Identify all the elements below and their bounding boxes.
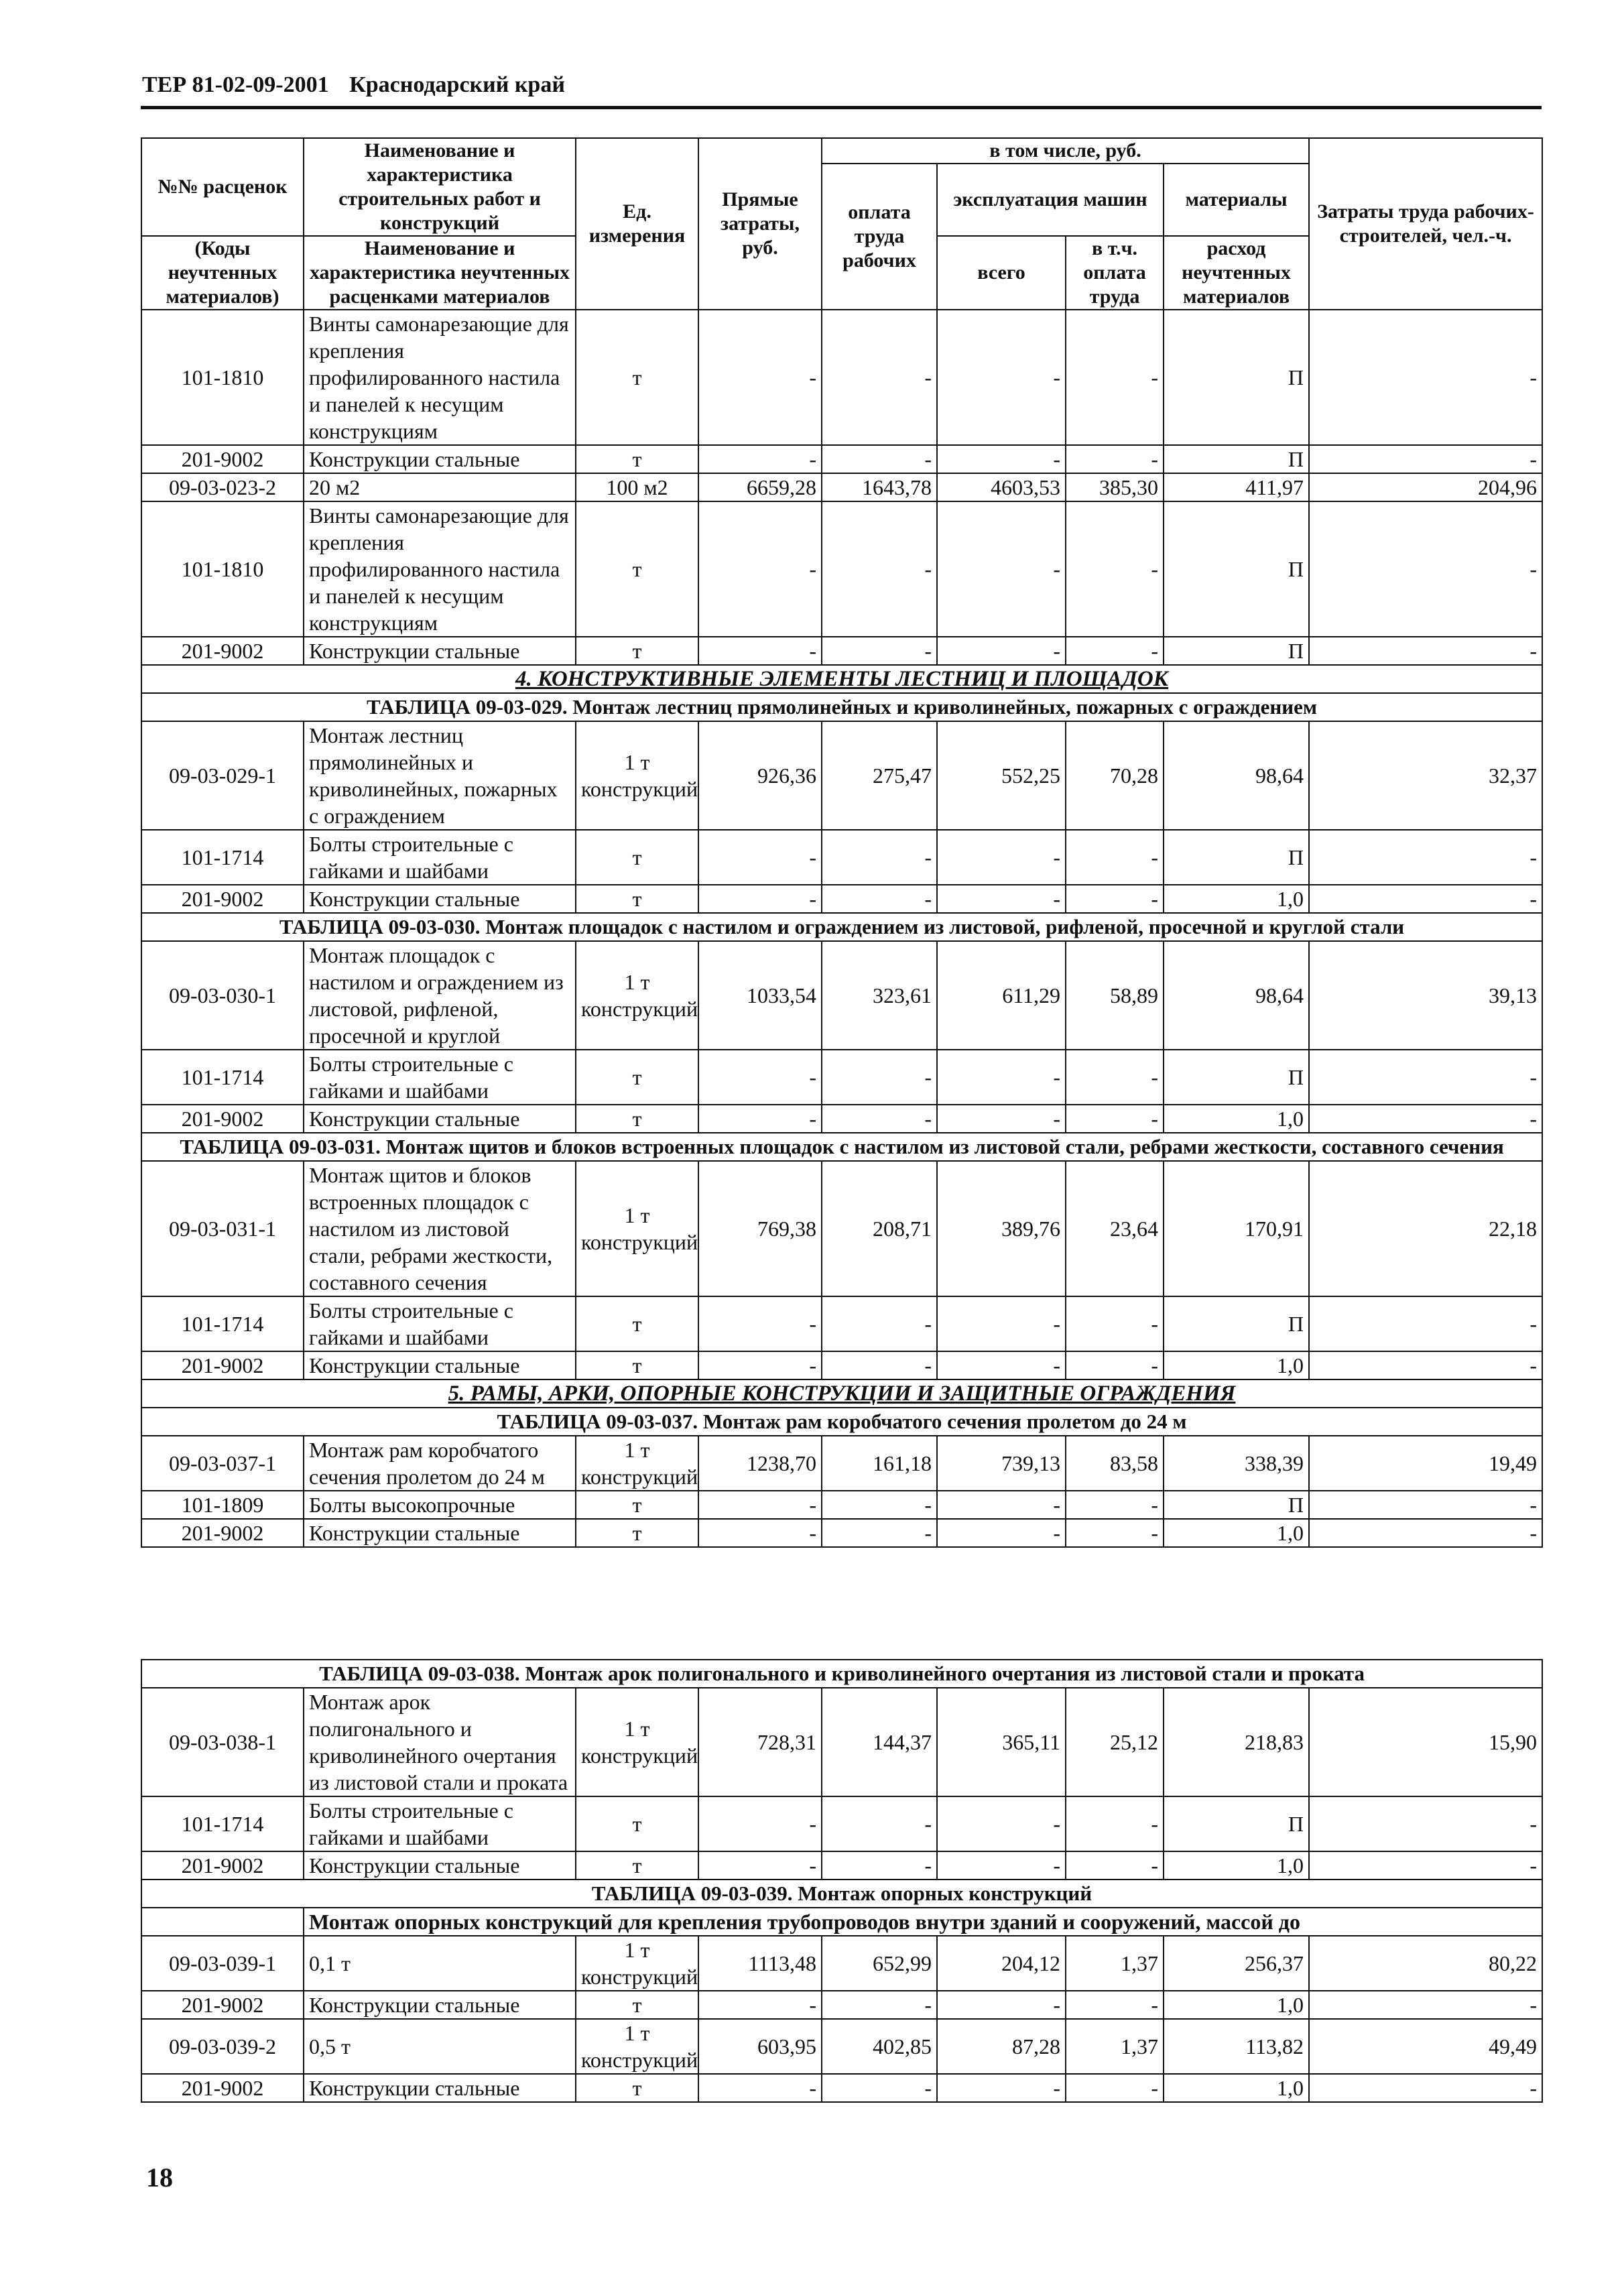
table-row — [141, 1688, 1542, 1796]
rate-name: Конструкции стальные — [304, 1105, 576, 1133]
rate-unit: 1 т конструкций — [576, 1688, 698, 1796]
rate-code: 101-1714 — [141, 1050, 304, 1105]
rate-name: Конструкции стальные — [304, 445, 576, 473]
direct-cost: 769,38 — [698, 1161, 822, 1296]
labor-pay: - — [822, 1519, 937, 1547]
material-cost: 113,82 — [1164, 2019, 1309, 2074]
labor-hours: 49,49 — [1309, 2019, 1542, 2074]
machine-labor-pay: - — [1066, 637, 1164, 665]
machine-labor-pay: - — [1066, 1991, 1164, 2019]
material-cost: 1,0 — [1164, 1991, 1309, 2019]
machine-labor-pay: - — [1066, 1491, 1164, 1519]
material-cost: П — [1164, 830, 1309, 885]
direct-cost: - — [698, 1491, 822, 1519]
labor-hours: - — [1309, 1105, 1542, 1133]
table-031-title: ТАБЛИЦА 09-03-031. Монтаж щитов и блоков встроенных площадок с настилом из листовой стали, ребрами жесткости, составного сечения — [141, 1133, 1542, 1161]
machine-labor-pay: 25,12 — [1066, 1688, 1164, 1796]
machine-labor-pay: 83,58 — [1066, 1436, 1164, 1491]
table-039-title: ТАБЛИЦА 09-03-039. Монтаж опорных конструкций — [141, 1880, 1542, 1908]
rate-name: Конструкции стальные — [304, 1991, 576, 2019]
direct-cost: 603,95 — [698, 2019, 822, 2074]
machine-cost: - — [937, 830, 1066, 885]
table-030-rows — [141, 941, 1542, 1133]
table-row — [141, 1936, 1542, 1991]
machine-labor-pay: - — [1066, 1851, 1164, 1880]
labor-pay: 652,99 — [822, 1936, 937, 1991]
rate-unit: 1 т конструкций — [576, 1436, 698, 1491]
machine-labor-pay: - — [1066, 1296, 1164, 1351]
header-rule — [141, 106, 1542, 109]
machine-labor-pay: - — [1066, 1050, 1164, 1105]
labor-pay: 144,37 — [822, 1688, 937, 1796]
direct-cost: - — [698, 1351, 822, 1379]
material-cost: 98,64 — [1164, 721, 1309, 830]
machine-labor-pay: - — [1066, 1351, 1164, 1379]
rate-code: 201-9002 — [141, 1519, 304, 1547]
table-row — [141, 721, 1542, 830]
machine-labor-pay: - — [1066, 310, 1164, 445]
rate-unit: т — [576, 1991, 698, 2019]
rate-code: 101-1810 — [141, 310, 304, 445]
labor-hours: - — [1309, 1519, 1542, 1547]
machine-labor-pay: 23,64 — [1066, 1161, 1164, 1296]
labor-hours: - — [1309, 310, 1542, 445]
table-row — [141, 1296, 1542, 1351]
machine-labor-pay: - — [1066, 501, 1164, 637]
rate-unit: т — [576, 1796, 698, 1851]
direct-cost: - — [698, 1991, 822, 2019]
rate-code: 09-03-038-1 — [141, 1688, 304, 1796]
rate-unit: т — [576, 445, 698, 473]
machine-cost: 739,13 — [937, 1436, 1066, 1491]
labor-pay: - — [822, 1296, 937, 1351]
table-038-title: ТАБЛИЦА 09-03-038. Монтаж арок полигонального и криволинейного очертания из листовой стали и проката — [141, 1660, 1542, 1688]
rate-unit: 1 т конструкций — [576, 2019, 698, 2074]
machine-cost: - — [937, 2074, 1066, 2102]
rate-name: Конструкции стальные — [304, 885, 576, 913]
labor-pay: - — [822, 885, 937, 913]
col-machines: эксплуатация машин — [937, 164, 1164, 236]
machine-labor-pay: 1,37 — [1066, 1936, 1164, 1991]
direct-cost: - — [698, 1851, 822, 1880]
machine-labor-pay: 70,28 — [1066, 721, 1164, 830]
rate-name: Монтаж щитов и блоков встроенных площадок с настилом из листовой стали, ребрами жесткости, составного сечения — [304, 1161, 576, 1296]
labor-pay: 208,71 — [822, 1161, 937, 1296]
rate-name: Болты строительные с гайками и шайбами — [304, 1050, 576, 1105]
material-cost: 1,0 — [1164, 1519, 1309, 1547]
machine-labor-pay: 58,89 — [1066, 941, 1164, 1050]
labor-hours: - — [1309, 885, 1542, 913]
table-row — [141, 310, 1542, 445]
rate-code: 101-1714 — [141, 1296, 304, 1351]
material-cost: П — [1164, 1296, 1309, 1351]
labor-pay: - — [822, 501, 937, 637]
direct-cost: 1113,48 — [698, 1936, 822, 1991]
labor-hours: 80,22 — [1309, 1936, 1542, 1991]
table-row — [141, 1796, 1542, 1851]
table-row — [141, 445, 1542, 473]
direct-cost: - — [698, 501, 822, 637]
machine-cost: 87,28 — [937, 2019, 1066, 2074]
machine-cost: - — [937, 637, 1066, 665]
machine-cost: - — [937, 1851, 1066, 1880]
labor-pay: - — [822, 2074, 937, 2102]
direct-cost: - — [698, 637, 822, 665]
machine-labor-pay: - — [1066, 2074, 1164, 2102]
rate-code: 09-03-030-1 — [141, 941, 304, 1050]
labor-pay: - — [822, 1991, 937, 2019]
rate-unit: т — [576, 1296, 698, 1351]
machine-labor-pay: - — [1066, 885, 1164, 913]
labor-pay: 1643,78 — [822, 473, 937, 501]
rate-code: 09-03-039-2 — [141, 2019, 304, 2074]
col-including: в том числе, руб. — [822, 138, 1309, 164]
table-row — [141, 473, 1542, 501]
rate-unit: 100 м2 — [576, 473, 698, 501]
table-row — [141, 2019, 1542, 2074]
labor-pay: - — [822, 1105, 937, 1133]
page-number: 18 — [146, 2162, 173, 2193]
rate-unit: 1 т конструкций — [576, 721, 698, 830]
material-cost: 256,37 — [1164, 1936, 1309, 1991]
table-039-subtitle: Монтаж опорных конструкций для крепления трубопроводов внутри зданий и сооружений, массой до — [304, 1908, 1542, 1936]
rate-name: Монтаж арок полигонального и криволинейного очертания из листовой стали и проката — [304, 1688, 576, 1796]
rate-name: Болты высокопрочные — [304, 1491, 576, 1519]
machine-labor-pay: - — [1066, 830, 1164, 885]
rate-name: 0,5 т — [304, 2019, 576, 2074]
rate-code: 101-1810 — [141, 501, 304, 637]
table-row — [141, 1105, 1542, 1133]
machine-cost: - — [937, 1519, 1066, 1547]
material-cost: П — [1164, 310, 1309, 445]
rate-name: Винты самонарезающие для крепления профилированного настила и панелей к несущим конструкциям — [304, 501, 576, 637]
machine-labor-pay: 385,30 — [1066, 473, 1164, 501]
rate-code: 09-03-039-1 — [141, 1936, 304, 1991]
direct-cost: - — [698, 1519, 822, 1547]
rate-unit: т — [576, 1105, 698, 1133]
rate-name: Конструкции стальные — [304, 1351, 576, 1379]
rate-code: 101-1714 — [141, 830, 304, 885]
table-row — [141, 1519, 1542, 1547]
rate-unit: 1 т конструкций — [576, 1161, 698, 1296]
machine-cost: - — [937, 501, 1066, 637]
material-cost: П — [1164, 445, 1309, 473]
table-row — [141, 2074, 1542, 2102]
rate-name: Винты самонарезающие для крепления профилированного настила и панелей к несущим конструкциям — [304, 310, 576, 445]
rate-code: 201-9002 — [141, 1105, 304, 1133]
block1-rows — [141, 310, 1542, 665]
rate-name: Конструкции стальные — [304, 1851, 576, 1880]
rate-code: 201-9002 — [141, 2074, 304, 2102]
table-row — [141, 1351, 1542, 1379]
labor-hours: - — [1309, 637, 1542, 665]
labor-hours: - — [1309, 1851, 1542, 1880]
material-cost: П — [1164, 637, 1309, 665]
direct-cost: - — [698, 885, 822, 913]
rate-code: 09-03-037-1 — [141, 1436, 304, 1491]
table-row — [141, 1991, 1542, 2019]
section-4-title: 4. КОНСТРУКТИВНЫЕ ЭЛЕМЕНТЫ ЛЕСТНИЦ И ПЛОЩАДОК — [141, 665, 1542, 693]
rate-code: 201-9002 — [141, 637, 304, 665]
labor-hours: - — [1309, 501, 1542, 637]
labor-hours: - — [1309, 1991, 1542, 2019]
material-cost: П — [1164, 1796, 1309, 1851]
labor-hours: - — [1309, 1296, 1542, 1351]
rate-name: Болты строительные с гайками и шайбами — [304, 1296, 576, 1351]
labor-hours: 32,37 — [1309, 721, 1542, 830]
continuation-table — [141, 1659, 1543, 2103]
direct-cost: - — [698, 445, 822, 473]
table-037-title: ТАБЛИЦА 09-03-037. Монтаж рам коробчатого сечения пролетом до 24 м — [141, 1408, 1542, 1436]
material-cost: 218,83 — [1164, 1688, 1309, 1796]
machine-cost: - — [937, 310, 1066, 445]
labor-pay: - — [822, 445, 937, 473]
table-row — [141, 1050, 1542, 1105]
rate-code: 201-9002 — [141, 1991, 304, 2019]
table-row — [141, 1851, 1542, 1880]
machine-cost: 365,11 — [937, 1688, 1066, 1796]
rate-name: Болты строительные с гайками и шайбами — [304, 830, 576, 885]
table-row — [141, 501, 1542, 637]
table-031-rows — [141, 1161, 1542, 1379]
labor-pay: - — [822, 637, 937, 665]
machine-cost: 552,25 — [937, 721, 1066, 830]
machine-cost: - — [937, 1296, 1066, 1351]
page-header — [142, 72, 580, 98]
labor-pay: - — [822, 1851, 937, 1880]
rate-name: Монтаж рам коробчатого сечения пролетом до 24 м — [304, 1436, 576, 1491]
labor-hours: 22,18 — [1309, 1161, 1542, 1296]
table-row — [141, 1436, 1542, 1491]
labor-hours: - — [1309, 2074, 1542, 2102]
doc-code: ТЕР 81-02-09-2001 — [142, 72, 329, 97]
machine-cost: 4603,53 — [937, 473, 1066, 501]
rate-code: 201-9002 — [141, 1851, 304, 1880]
rate-unit: т — [576, 2074, 698, 2102]
direct-cost: 728,31 — [698, 1688, 822, 1796]
rate-unit: т — [576, 1351, 698, 1379]
section-5-title: 5. РАМЫ, АРКИ, ОПОРНЫЕ КОНСТРУКЦИИ И ЗАЩИТНЫЕ ОГРАЖДЕНИЯ — [141, 1379, 1542, 1408]
rate-code: 101-1714 — [141, 1796, 304, 1851]
labor-hours: 19,49 — [1309, 1436, 1542, 1491]
rate-name: Конструкции стальные — [304, 637, 576, 665]
rate-code: 201-9002 — [141, 885, 304, 913]
rate-unit: т — [576, 885, 698, 913]
rate-code: 09-03-029-1 — [141, 721, 304, 830]
machine-cost: 611,29 — [937, 941, 1066, 1050]
rate-code: 09-03-031-1 — [141, 1161, 304, 1296]
col-labor: Затраты труда рабочих-строителей, чел.-ч. — [1309, 138, 1542, 310]
rate-name: Монтаж лестниц прямолинейных и криволинейных, пожарных с ограждением — [304, 721, 576, 830]
labor-hours: - — [1309, 1050, 1542, 1105]
machine-cost: - — [937, 885, 1066, 913]
rate-unit: 1 т конструкций — [576, 1936, 698, 1991]
material-cost: 338,39 — [1164, 1436, 1309, 1491]
machine-cost: - — [937, 1796, 1066, 1851]
table-row — [141, 637, 1542, 665]
material-cost: 1,0 — [1164, 1105, 1309, 1133]
rate-unit: т — [576, 830, 698, 885]
rate-name: Конструкции стальные — [304, 1519, 576, 1547]
machine-cost: - — [937, 1491, 1066, 1519]
col-machines-pay: в т.ч. оплата труда — [1066, 236, 1164, 310]
machine-cost: 204,12 — [937, 1936, 1066, 1991]
rate-unit: т — [576, 637, 698, 665]
machine-labor-pay: - — [1066, 1796, 1164, 1851]
material-cost: П — [1164, 1491, 1309, 1519]
material-cost: П — [1164, 501, 1309, 637]
labor-hours: - — [1309, 1796, 1542, 1851]
labor-hours: 204,96 — [1309, 473, 1542, 501]
rate-unit: 1 т конструкций — [576, 941, 698, 1050]
col-materials-use: расход неучтенных материалов — [1164, 236, 1309, 310]
material-cost: 1,0 — [1164, 1851, 1309, 1880]
material-cost: П — [1164, 1050, 1309, 1105]
labor-pay: - — [822, 830, 937, 885]
col-code-bottom: (Коды неучтенных материалов) — [141, 236, 304, 310]
material-cost: 98,64 — [1164, 941, 1309, 1050]
rate-name: Монтаж площадок с настилом и ограждением из листовой, рифленой, просечной и круглой — [304, 941, 576, 1050]
rate-name: Болты строительные с гайками и шайбами — [304, 1796, 576, 1851]
labor-hours: - — [1309, 445, 1542, 473]
direct-cost: - — [698, 1796, 822, 1851]
col-materials: материалы — [1164, 164, 1309, 236]
direct-cost: - — [698, 1105, 822, 1133]
machine-cost: - — [937, 1105, 1066, 1133]
direct-cost: 1033,54 — [698, 941, 822, 1050]
material-cost: 170,91 — [1164, 1161, 1309, 1296]
col-machines-total: всего — [937, 236, 1066, 310]
rate-name: 0,1 т — [304, 1936, 576, 1991]
table-row — [141, 830, 1542, 885]
rate-unit: т — [576, 310, 698, 445]
rate-code: 201-9002 — [141, 445, 304, 473]
rate-unit: т — [576, 1050, 698, 1105]
material-cost: 1,0 — [1164, 1351, 1309, 1379]
col-direct: Прямые затраты, руб. — [698, 138, 822, 310]
table-037-rows — [141, 1436, 1542, 1547]
machine-cost: 389,76 — [937, 1161, 1066, 1296]
rate-unit: т — [576, 501, 698, 637]
direct-cost: 1238,70 — [698, 1436, 822, 1491]
rate-code: 201-9002 — [141, 1351, 304, 1379]
labor-hours: 39,13 — [1309, 941, 1542, 1050]
table-038-rows — [141, 1688, 1542, 1880]
col-name-top: Наименование и характеристика строительных работ и конструкций — [304, 138, 576, 236]
table-row — [141, 1161, 1542, 1296]
direct-cost: 6659,28 — [698, 473, 822, 501]
table-row — [141, 1491, 1542, 1519]
rate-name: Конструкции стальные — [304, 2074, 576, 2102]
labor-pay: - — [822, 1491, 937, 1519]
machine-cost: - — [937, 445, 1066, 473]
machine-labor-pay: 1,37 — [1066, 2019, 1164, 2074]
table-029-title: ТАБЛИЦА 09-03-029. Монтаж лестниц прямолинейных и криволинейных, пожарных с ограждением — [141, 693, 1542, 721]
machine-cost: - — [937, 1991, 1066, 2019]
rate-code: 101-1809 — [141, 1491, 304, 1519]
labor-pay: 402,85 — [822, 2019, 937, 2074]
rate-unit: т — [576, 1491, 698, 1519]
labor-hours: - — [1309, 1491, 1542, 1519]
direct-cost: - — [698, 1050, 822, 1105]
labor-hours: - — [1309, 830, 1542, 885]
material-cost: 1,0 — [1164, 2074, 1309, 2102]
material-cost: 1,0 — [1164, 885, 1309, 913]
labor-pay: 323,61 — [822, 941, 937, 1050]
labor-pay: - — [822, 1050, 937, 1105]
col-labor-pay: оплата труда рабочих — [822, 164, 937, 310]
col-unit: Ед. измерения — [576, 138, 698, 310]
labor-hours: 15,90 — [1309, 1688, 1542, 1796]
labor-pay: - — [822, 310, 937, 445]
labor-pay: - — [822, 1796, 937, 1851]
machine-labor-pay: - — [1066, 1519, 1164, 1547]
labor-pay: 275,47 — [822, 721, 937, 830]
main-table — [141, 137, 1543, 1548]
region: Краснодарский край — [349, 72, 565, 97]
rate-name: 20 м2 — [304, 473, 576, 501]
rate-unit: т — [576, 1851, 698, 1880]
direct-cost: 926,36 — [698, 721, 822, 830]
table-029-rows — [141, 721, 1542, 913]
table-row — [141, 941, 1542, 1050]
direct-cost: - — [698, 830, 822, 885]
rate-unit: т — [576, 1519, 698, 1547]
rate-code: 09-03-023-2 — [141, 473, 304, 501]
labor-pay: - — [822, 1351, 937, 1379]
material-cost: 411,97 — [1164, 473, 1309, 501]
labor-pay: 161,18 — [822, 1436, 937, 1491]
labor-hours: - — [1309, 1351, 1542, 1379]
table-row — [141, 885, 1542, 913]
table-039-rows — [141, 1936, 1542, 2102]
col-name-bottom: Наименование и характеристика неучтенных расценками материалов — [304, 236, 576, 310]
direct-cost: - — [698, 2074, 822, 2102]
machine-cost: - — [937, 1050, 1066, 1105]
direct-cost: - — [698, 1296, 822, 1351]
machine-labor-pay: - — [1066, 445, 1164, 473]
table-030-title: ТАБЛИЦА 09-03-030. Монтаж площадок с настилом и ограждением из листовой, рифленой, просечной и круглой стали — [141, 913, 1542, 941]
direct-cost: - — [698, 310, 822, 445]
col-code-top: №№ расценок — [141, 138, 304, 236]
machine-labor-pay: - — [1066, 1105, 1164, 1133]
machine-cost: - — [937, 1351, 1066, 1379]
